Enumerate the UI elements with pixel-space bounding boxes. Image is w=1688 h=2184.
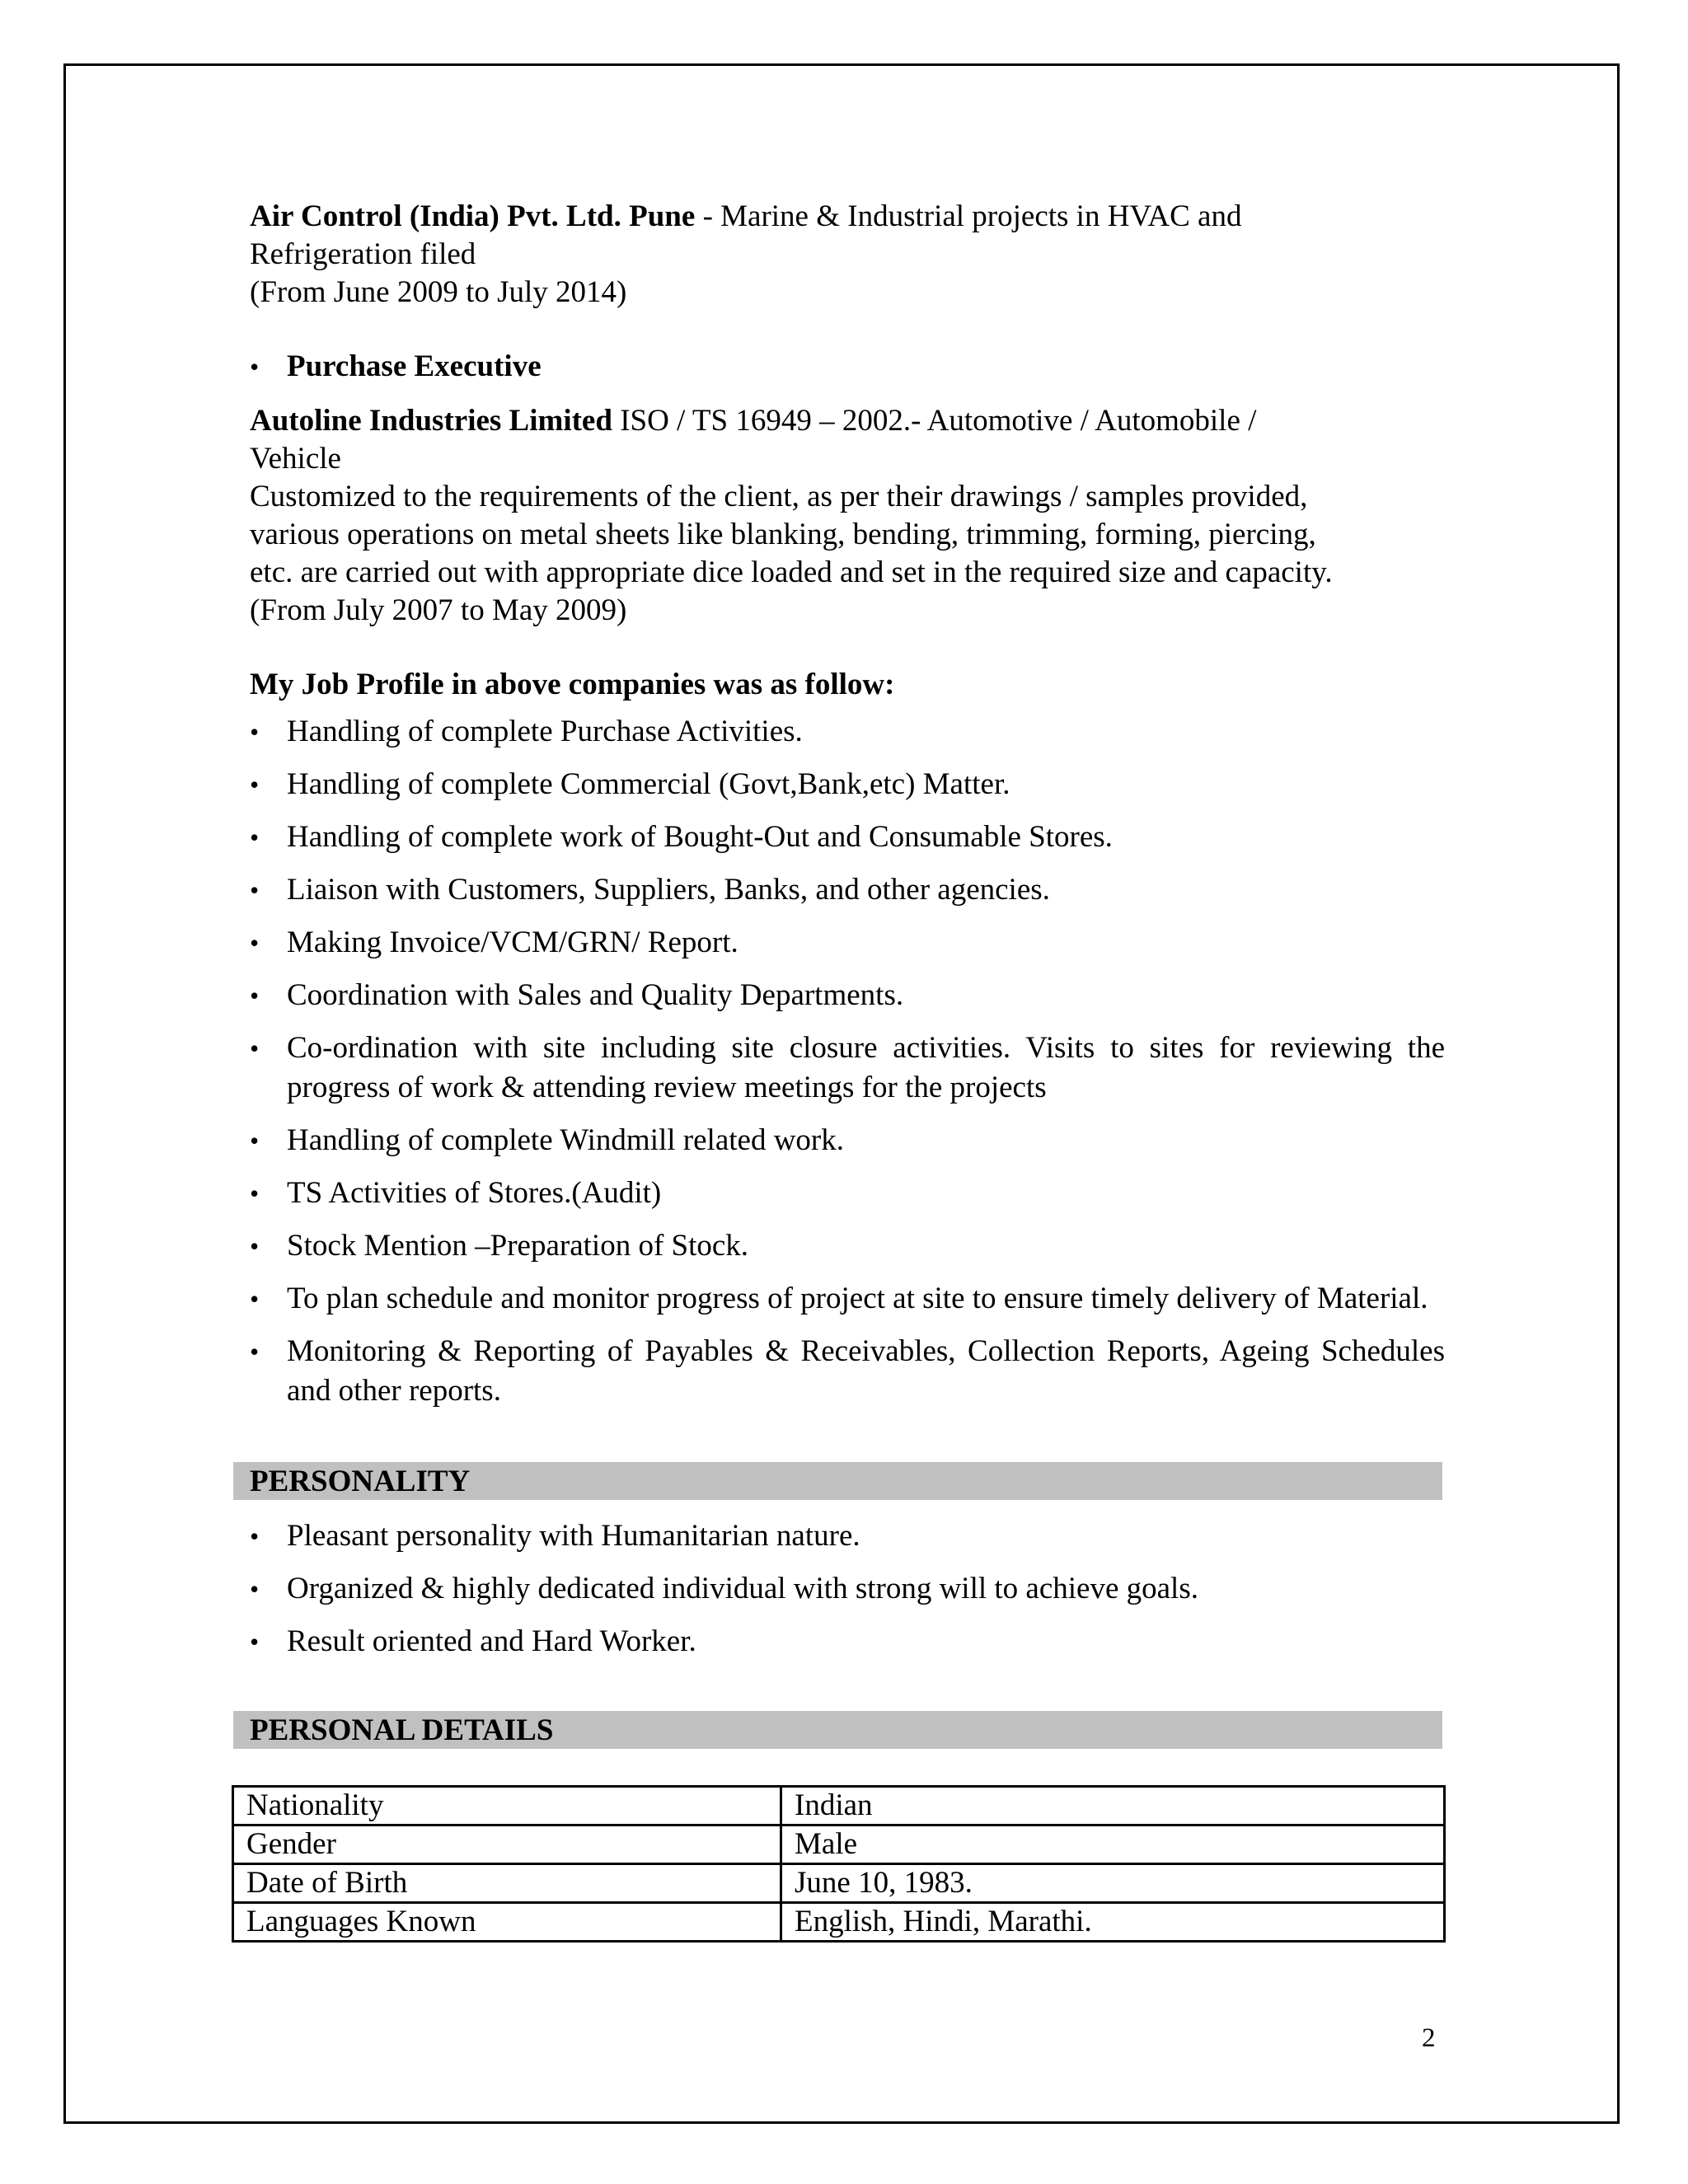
resume-content bbox=[246, 198, 1445, 1943]
personal-details-table bbox=[232, 1785, 1446, 1943]
job2-para-line: various operations on metal sheets like blanking, bending, trimming, forming, piercing, bbox=[250, 518, 1316, 551]
job2-desc-line2: Vehicle bbox=[250, 442, 341, 476]
list-item-text: Stock Mention –Preparation of Stock. bbox=[287, 1229, 749, 1263]
list-item-text: Handling of complete work of Bought-Out and Consumable Stores. bbox=[287, 820, 1113, 854]
list-item bbox=[250, 870, 1445, 910]
table-row bbox=[233, 1903, 1445, 1942]
bullet-glyph: • bbox=[250, 352, 260, 382]
bullet-glyph: • bbox=[250, 1337, 260, 1366]
list-item-text: Liaison with Customers, Suppliers, Banks, and other agencies. bbox=[287, 873, 1050, 907]
job1-desc-line1: - Marine & Industrial projects in HVAC and bbox=[695, 199, 1242, 233]
bullet-glyph: • bbox=[250, 981, 260, 1010]
list-item-text: Co-ordination with site including site closure activities. Visits to sites for reviewing the progress of work & attending review meetings for the projects bbox=[287, 1031, 1445, 1104]
list-item bbox=[250, 818, 1445, 857]
personal-details-heading: PERSONAL DETAILS bbox=[233, 1711, 1442, 1749]
list-item-text: To plan schedule and monitor progress of project at site to ensure timely delivery of Material. bbox=[287, 1282, 1428, 1315]
table-cell-label: Languages Known bbox=[233, 1903, 781, 1942]
list-item bbox=[250, 1279, 1445, 1319]
list-item bbox=[250, 1569, 1445, 1609]
bullet-glyph: • bbox=[250, 717, 260, 747]
bullet-glyph: • bbox=[250, 1284, 260, 1314]
list-item bbox=[250, 1622, 1445, 1661]
table-cell-label: Gender bbox=[233, 1825, 781, 1864]
bullet-glyph: • bbox=[250, 1126, 260, 1155]
bullet-glyph: • bbox=[250, 1627, 260, 1657]
list-item bbox=[250, 765, 1445, 804]
job2-company: Autoline Industries Limited bbox=[250, 404, 612, 438]
list-item bbox=[250, 1516, 1445, 1556]
job2-period: (From July 2007 to May 2009) bbox=[250, 593, 627, 627]
job2-para-line: Customized to the requirements of the client, as per their drawings / samples provided, bbox=[250, 480, 1308, 513]
list-item bbox=[250, 1174, 1445, 1213]
bullet-glyph: • bbox=[250, 875, 260, 905]
table-row bbox=[233, 1864, 1445, 1903]
list-item bbox=[250, 1121, 1445, 1160]
bullet-glyph: • bbox=[250, 1231, 260, 1261]
job2-role: Purchase Executive bbox=[287, 349, 542, 383]
list-item bbox=[250, 976, 1445, 1015]
list-item-text: Organized & highly dedicated individual with strong will to achieve goals. bbox=[287, 1572, 1198, 1605]
list-item-text: TS Activities of Stores.(Audit) bbox=[287, 1176, 662, 1210]
list-item-text: Making Invoice/VCM/GRN/ Report. bbox=[287, 926, 738, 959]
list-item-text: Pleasant personality with Humanitarian nature. bbox=[287, 1519, 860, 1553]
job1-company: Air Control (India) Pvt. Ltd. Pune bbox=[250, 199, 696, 233]
job2-header bbox=[250, 402, 1445, 630]
list-item-text: Handling of complete Windmill related work. bbox=[287, 1123, 844, 1157]
job2-para-line: etc. are carried out with appropriate dice loaded and set in the required size and capacity. bbox=[250, 555, 1333, 589]
table-cell-label: Date of Birth bbox=[233, 1864, 781, 1903]
list-item-text: Handling of complete Purchase Activities. bbox=[287, 715, 803, 748]
list-item bbox=[250, 1332, 1445, 1411]
bullet-glyph: • bbox=[250, 928, 260, 958]
job1-header bbox=[250, 198, 1445, 312]
list-item-text: Monitoring & Reporting of Payables & Receivables, Collection Reports, Ageing Schedules and other reports. bbox=[287, 1334, 1445, 1408]
list-item bbox=[250, 1226, 1445, 1266]
job2-role-row bbox=[250, 348, 1445, 386]
job2-desc-line1: ISO / TS 16949 – 2002.- Automotive / Automobile / bbox=[612, 404, 1257, 438]
bullet-glyph: • bbox=[250, 1033, 260, 1063]
job-profile-heading: My Job Profile in above companies was as follow: bbox=[250, 668, 895, 701]
table-cell-label: Nationality bbox=[233, 1787, 781, 1825]
bullet-glyph: • bbox=[250, 1574, 260, 1604]
bullet-glyph: • bbox=[250, 1521, 260, 1551]
table-cell-value: Male bbox=[781, 1825, 1445, 1864]
table-cell-value: English, Hindi, Marathi. bbox=[781, 1903, 1445, 1942]
job1-period: (From June 2009 to July 2014) bbox=[250, 275, 627, 309]
bullet-glyph: • bbox=[250, 823, 260, 852]
bullet-glyph: • bbox=[250, 1179, 260, 1208]
table-row bbox=[233, 1787, 1445, 1825]
list-item bbox=[250, 712, 1445, 752]
table-row bbox=[233, 1825, 1445, 1864]
list-item bbox=[250, 1029, 1445, 1108]
personality-list bbox=[250, 1516, 1445, 1661]
list-item-text: Result oriented and Hard Worker. bbox=[287, 1624, 696, 1658]
table-cell-value: June 10, 1983. bbox=[781, 1864, 1445, 1903]
page-number: 2 bbox=[1422, 2023, 1436, 2053]
list-item bbox=[250, 923, 1445, 963]
bullet-glyph: • bbox=[250, 770, 260, 799]
list-item-text: Coordination with Sales and Quality Departments. bbox=[287, 978, 904, 1012]
table-cell-value: Indian bbox=[781, 1787, 1445, 1825]
list-item-text: Handling of complete Commercial (Govt,Bank,etc) Matter. bbox=[287, 767, 1010, 801]
job1-desc-line2: Refrigeration filed bbox=[250, 237, 476, 271]
personality-heading: PERSONALITY bbox=[233, 1462, 1442, 1500]
job-profile-list bbox=[250, 712, 1445, 1411]
